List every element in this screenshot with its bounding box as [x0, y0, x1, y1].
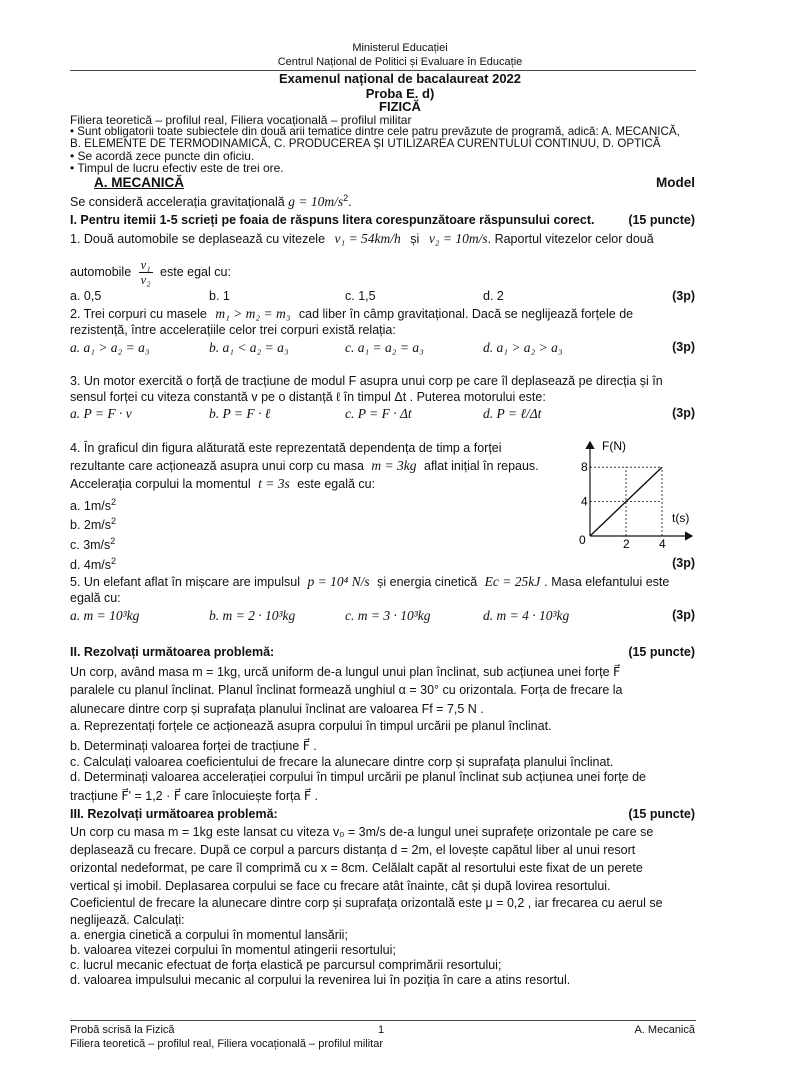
q1-v2: v₂ = 10m/s — [428, 231, 488, 246]
q4-text-d: este egală cu: — [297, 477, 376, 491]
q1-text-a: 1. Două automobile se deplasează cu vitezele — [70, 232, 326, 246]
q3-line1: 3. Un motor exercită o forță de tracțiune de modul F asupra unui corp pe care îl deplasează pe direcția și în — [70, 374, 663, 388]
q4-points: (3p) — [672, 556, 695, 570]
gravity-line: Se consideră accelerația gravitațională $g = 10m/s^2$. — [70, 193, 352, 210]
q4-option-b — [70, 516, 116, 532]
q1-option-b: b. 1 — [209, 289, 230, 303]
part3-points: (15 puncte) — [628, 807, 695, 821]
y-tick-4: 4 — [581, 494, 588, 509]
x-tick-4: 4 — [659, 537, 666, 548]
q1-text-b: . Raportul vitezelor celor două — [487, 232, 654, 246]
q2-option-a: a. a₁ > a₂ = a₃ — [70, 340, 150, 355]
part3-item-b: b. valoarea vitezei corpului în momentul atingerii resortului; — [70, 943, 396, 957]
x-tick-2: 2 — [623, 537, 630, 548]
filiera: Filiera teoretică – profilul real, Filiera vocațională – profilul militar — [70, 113, 412, 127]
x-axis-label: t(s) — [672, 511, 690, 525]
footer-page-number: 1 — [378, 1024, 385, 1036]
part1-title: I. Pentru itemii 1-5 scrieți pe foaia de răspuns litera corespunzătoare răspunsului corect. — [70, 213, 595, 227]
q4-b-exp: 2 — [111, 516, 117, 526]
q5-line2: egală cu: — [70, 591, 121, 605]
q4-mass: m = 3kg — [371, 458, 417, 473]
q4-a-exp: 2 — [111, 497, 117, 507]
q2-line2: rezistență, între accelerațiile celor trei corpuri există relația: — [70, 323, 396, 337]
q1-option-c: c. 1,5 — [345, 289, 376, 303]
q3-option-a: a. P = F · v — [70, 406, 132, 421]
gravity-exp: 2 — [343, 193, 349, 203]
q3-option-c: c. P = F · Δt — [345, 406, 412, 421]
part2-line1: Un corp, având masa m = 1kg, urcă uniform de-a lungul unui plan înclinat, sub acțiunea unei forțe F⃗ — [70, 665, 621, 679]
part3-line3: orizontal nedeformat, pe care îl comprimă cu x = 8cm. Celălalt capăt al resortului este fixat de un perete — [70, 861, 643, 875]
y-tick-8: 8 — [581, 460, 588, 475]
y-axis-label: F(N) — [602, 439, 626, 453]
q5-points: (3p) — [672, 608, 695, 622]
q1-option-d: d. 2 — [483, 289, 504, 303]
footer-rule — [70, 1020, 696, 1021]
q3-points: (3p) — [672, 406, 695, 420]
q5-and: și energia cinetică — [377, 575, 478, 589]
q1-line2 — [70, 258, 696, 287]
q1-points: (3p) — [672, 289, 695, 303]
q4-option-d — [70, 556, 116, 572]
center-name: Centrul Național de Politici și Evaluare în Educație — [277, 56, 523, 68]
q4-b-text: b. 2m/s — [70, 518, 111, 533]
footer-left-1: Probă scrisă la Fizică — [70, 1024, 175, 1036]
q5-text-a: 5. Un elefant aflat în mișcare are impulsul — [70, 575, 300, 589]
q4-a-text: a. 1m/s — [70, 499, 111, 514]
q1-fraction — [139, 258, 153, 287]
part2-line2: paralele cu planul înclinat. Planul înclinat formează unghiul α = 30° cu orizontala. Forța de frecare la — [70, 683, 623, 697]
q3-option-d: d. P = ℓ/Δt — [483, 406, 542, 421]
q1-text-d: este egal cu: — [160, 264, 231, 279]
rule-3: • Timpul de lucru efectiv este de trei ore. — [70, 161, 284, 175]
q1-text-c: automobile — [70, 264, 132, 279]
subject: FIZICĂ — [379, 99, 421, 114]
q2-points: (3p) — [672, 340, 695, 354]
q1-and: și — [410, 232, 420, 246]
q5-text-b: . Masa elefantului este — [544, 575, 670, 589]
part3-title: III. Rezolvați următoarea problemă: — [70, 807, 278, 821]
q4-line3 — [70, 476, 570, 492]
part3-line1: Un corp cu masa m = 1kg este lansat cu viteza v₀ = 3m/s de-a lungul unei suprafețe orizontale pe care se — [70, 825, 654, 839]
q4-text-c: Accelerația corpului la momentul — [70, 477, 251, 491]
proba: Proba E. d) — [365, 86, 435, 101]
q3-line2: sensul forței cu viteza constantă v pe o distanță ℓ în timpul Δt . Puterea motorului este: — [70, 390, 546, 404]
part3-item-d: d. valoarea impulsului mecanic al corpului la revenirea lui în poziția în care a atins resortul. — [70, 973, 571, 987]
gravity-formula: g = 10m/s — [288, 194, 344, 210]
q1-option-a: a. 0,5 — [70, 289, 102, 303]
section-title: A. MECANICĂ — [94, 175, 184, 190]
part2-item-c: c. Calculați valoarea coeficientului de frecare la alunecare dintre corp și suprafața planului înclinat. — [70, 755, 614, 769]
q4-c-text: c. 3m/s — [70, 538, 111, 553]
q4-time: t = 3s — [258, 476, 290, 491]
q1-frac-bottom: v₂ — [140, 273, 151, 287]
q4-option-a — [70, 497, 116, 513]
q2-text-b: cad liber în câmp gravitațional. Dacă se neglijează forțele de — [298, 307, 634, 321]
part2-points: (15 puncte) — [628, 645, 695, 659]
part3-line4: vertical și imobil. Deplasarea corpului se face cu frecare atât înainte, cât și după lovirea resortului. — [70, 879, 611, 893]
part2-item-d1: d. Determinați valoarea accelerației corpului în timpul urcării pe planul înclinat sub acțiunea unei forțe de — [70, 770, 647, 784]
part3-item-a: a. energia cinetică a corpului în momentul lansării; — [70, 928, 348, 942]
part3-line6: neglijează. Calculați: — [70, 913, 185, 927]
rule-1a: • Sunt obligatorii toate subiectele din două arii tematice dintre cele patru prevăzute de programă, adică: A. MECANICĂ, — [70, 125, 680, 138]
q2-text-a: 2. Trei corpuri cu masele — [70, 307, 207, 321]
q3-option-b: b. P = F · ℓ — [209, 406, 271, 421]
q5-option-c: c. m = 3 · 10³kg — [345, 608, 431, 623]
q2-option-c: c. a₁ = a₂ = a₃ — [345, 340, 424, 355]
q4-line2 — [70, 458, 580, 474]
q4-d-text: d. 4m/s — [70, 558, 111, 573]
part2-item-a: a. Reprezentați forțele ce acționează asupra corpului în timpul urcării pe planul înclinat. — [70, 719, 552, 733]
footer-left-2: Filiera teoretică – profilul real, Filiera vocațională – profilul militar — [70, 1038, 384, 1050]
part3-line5: Coeficientul de frecare la alunecare dintre corp și suprafața orizontală este μ = 0,2 , iar frecarea cu aerul se — [70, 896, 663, 910]
q4-line1: 4. În graficul din figura alăturată este reprezentată dependența de timp a forței — [70, 441, 502, 455]
part2-line3: alunecare dintre corp și suprafața planului înclinat are valoarea Ff = 7,5 N . — [70, 702, 484, 716]
part2-item-d2: tracțiune F⃗' = 1,2 · F⃗ care înlocuiește forța F⃗ . — [70, 789, 319, 803]
q2-masses: m₁ > m₂ = m₃ — [215, 306, 291, 321]
q4-text-b: aflat inițial în repaus. — [424, 459, 539, 473]
q5-option-d: d. m = 4 · 10³kg — [483, 608, 570, 623]
part2-item-b: b. Determinați valoarea forței de tracțiune F⃗ . — [70, 739, 317, 753]
q2-line1 — [70, 306, 696, 322]
model-label: Model — [656, 175, 695, 190]
part3-item-c: c. lucrul mecanic efectuat de forța elastică pe parcursul comprimării resortului; — [70, 958, 502, 972]
ministry: Ministerul Educației — [352, 42, 448, 54]
footer-right: A. Mecanică — [634, 1024, 695, 1036]
part1-points: (15 puncte) — [628, 213, 695, 227]
q5-impulse: p = 10⁴ N/s — [307, 574, 370, 589]
rule-2: • Se acordă zece puncte din oficiu. — [70, 149, 255, 163]
q4-option-c — [70, 536, 115, 552]
q4-text-a: rezultante care acționează asupra unui corp cu masa — [70, 459, 364, 473]
q4-d-exp: 2 — [111, 556, 117, 566]
q4-c-exp: 2 — [110, 536, 116, 546]
part3-line2: deplasează cu frecare. După ce corpul a parcurs distanța d = 2m, el lovește capătul liber al unui resort — [70, 843, 636, 857]
q5-option-b: b. m = 2 · 10³kg — [209, 608, 296, 623]
q5-option-a: a. m = 10³kg — [70, 608, 140, 623]
gravity-text: Se consideră accelerația gravitațională — [70, 195, 285, 210]
q2-option-b: b. a₁ < a₂ = a₃ — [209, 340, 289, 355]
q1-frac-top: v₁ — [140, 258, 151, 272]
q1-line1 — [70, 231, 696, 247]
q1-v1: v₁ = 54km/h — [334, 231, 401, 246]
q5-line1 — [70, 574, 696, 590]
exam-title: Examenul național de bacalaureat 2022 — [278, 71, 522, 86]
q2-option-d: d. a₁ > a₂ > a₃ — [483, 340, 563, 355]
rule-1b: B. ELEMENTE DE TERMODINAMICĂ, C. PRODUCEREA ȘI UTILIZAREA CURENTULUI CONTINUU, D. OPTICĂ — [70, 137, 661, 150]
q5-energy: Ec = 25kJ — [484, 574, 541, 589]
origin-label: 0 — [579, 533, 586, 547]
part2-title: II. Rezolvați următoarea problemă: — [70, 645, 275, 659]
force-time-graph — [570, 436, 700, 548]
